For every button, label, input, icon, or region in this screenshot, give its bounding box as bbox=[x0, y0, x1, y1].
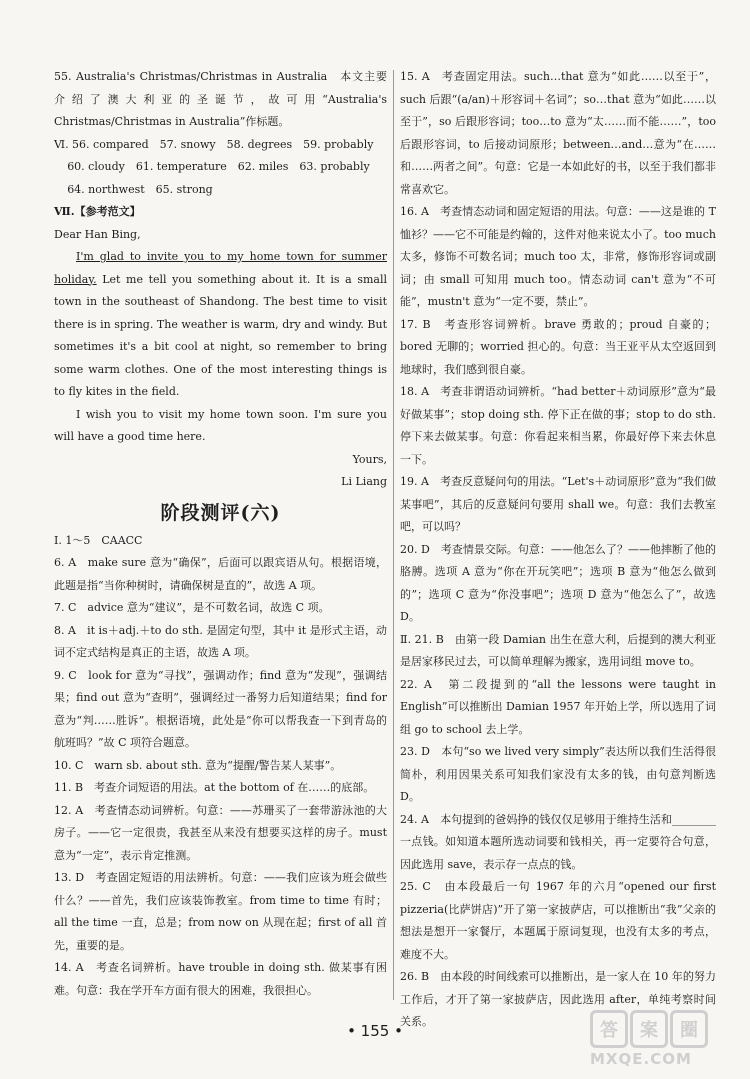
letter-paragraph bbox=[54, 246, 387, 404]
watermark-char: 圈 bbox=[670, 1010, 708, 1048]
answer-line: Ⅵ. 56. compared 57. snowy 58. degrees 59. probably bbox=[54, 137, 374, 151]
watermark-char: 答 bbox=[590, 1010, 628, 1048]
watermark-char: 案 bbox=[630, 1010, 668, 1048]
answer-entry: 12. A 考查情态动词辨析。句意：——苏珊买了一套带游泳池的大房子。——它一定很贵，我甚至从来没有想要买这样的房子。must 意为“一定”，表示肯定推测。 bbox=[54, 803, 387, 862]
answer-entry: 8. A it is＋adj.＋to do sth. 是固定句型，其中 it 是形式主语，动词不定式结构是真正的主语，故选 A 项。 bbox=[54, 623, 387, 659]
watermark-logo bbox=[590, 1010, 740, 1070]
left-column bbox=[54, 66, 387, 1002]
answer-entry: 15. A 考查固定用法。such…that 意为“如此……以至于”，such 后跟“(a/an)＋形容词＋名词”；so…that 意为“如此……以至于”，so 后跟形容词；too…to 意为“太……而不能……”，too 后跟形容词，to 后接动词原形；between…and…意为“在……和……两者之间”。句意：它是一本如此好的书，以至于我们都非常喜欢它。 bbox=[400, 70, 716, 196]
answer-entry: 24. A 本句提到的爸妈挣的钱仅仅足够用于维持生活和________一点钱。如知道本题所选动词要和钱相关，再一定要符合句意，因此选用 save，表示存一点点的钱。 bbox=[400, 812, 716, 871]
answer-line: 64. northwest 65. strong bbox=[67, 182, 213, 196]
answer-entry: Ⅰ. 1～5 CAACC bbox=[54, 533, 143, 547]
watermark-url: MXQE.COM bbox=[590, 1050, 692, 1068]
sample-letter bbox=[54, 224, 387, 494]
letter-signature: Li Liang bbox=[341, 475, 387, 488]
answer-entry: 6. A make sure 意为“确保”，后面可以跟宾语从句。根据语境，此题是指“当你种树时，请确保树是直的”，故选 A 项。 bbox=[54, 556, 387, 592]
answer-list bbox=[54, 530, 387, 1003]
letter-salutation: Dear Han Bing, bbox=[54, 227, 141, 241]
answer-entry: 23. D 本句“so we lived very simply”表达所以我们生活得很简朴，利用因果关系可知我们家没有太多的钱，由句意判断选 D。 bbox=[400, 745, 716, 803]
letter-closing: Yours, bbox=[352, 452, 387, 466]
answer-entry: 17. B 考查形容词辨析。brave 勇敢的；proud 自豪的；bored 无聊的；worried 担心的。句意：当王亚平从太空返回到地球时，我们感到很自豪。 bbox=[400, 317, 716, 376]
right-column bbox=[400, 66, 716, 1034]
answer-entry: 20. D 考查情景交际。句意：——他怎么了？——他摔断了他的胳膊。选项 A 意为“你在开玩笑吧”；选项 B 意为“他怎么做到的”；选项 C 意为“你没事吧”；选项 D 意为“他怎么了”，故选 D。 bbox=[400, 542, 716, 623]
column-divider bbox=[393, 70, 394, 1000]
answer-entry: 25. C 由本段最后一句 1967 年的六月“opened our first pizzeria(比萨饼店)”开了第一家披萨店，可以推断出“我”父亲的想法是想开一家餐厅，本题属于原词复现，也没有太多的考点，难度不大。 bbox=[400, 880, 716, 961]
answer-entry: 18. A 考查非谓语动词辨析。“had better＋动词原形”意为“最好做某事”；stop doing sth. 停下正在做的事；stop to do sth. 停下来去做某事。句意：你看起来相当累，你最好停下来去休息一下。 bbox=[400, 385, 716, 466]
answer-entry: Ⅱ. 21. B 由第一段 Damian 出生在意大利，后提到的澳大利亚是居家移民过去，可以简单理解为搬家，选用词组 move to。 bbox=[400, 632, 716, 668]
letter-paragraph: I wish you to visit my home town soon. I'm sure you will have a good time here. bbox=[54, 407, 387, 443]
page-number: • 155 • bbox=[347, 1022, 403, 1040]
answer-entry: 7. C advice 意为“建议”，是不可数名词，故选 C 项。 bbox=[54, 601, 330, 614]
answer-entry: 22. A 第二段提到的“all the lessons were taught in English”可以推断出 Damian 1957 年开始上学，所以选用了词组 go to school 去上学。 bbox=[400, 677, 716, 736]
answer-entry: 16. A 考查情态动词和固定短语的用法。句意：——这是谁的 T 恤衫？——它不可能是约翰的，这件对他来说太小了。too much 太多，修饰不可数名词；much too 太，非常，修饰形容词或副词；由 small 可知用 much too。情态动词 can't 意为“不可能”，mustn't 意为“一定不要，禁止”。 bbox=[400, 205, 716, 308]
answer-entry: 19. A 考查反意疑问句的用法。“Let's＋动词原形”意为“我们做某事吧”，其后的反意疑问句要用 shall we。句意：我们去教室吧，可以吗？ bbox=[400, 475, 716, 533]
answer-line: 60. cloudy 61. temperature 62. miles 63. probably bbox=[67, 160, 370, 173]
answer-entry: 11. B 考查介词短语的用法。at the bottom of 在……的底部。 bbox=[54, 781, 375, 794]
section-vii-heading: Ⅶ.【参考范文】 bbox=[54, 205, 141, 218]
answer-entry: 26. B 由本段的时间线索可以推断出，是一家人在 10 年的努力工作后，才开了第一家披萨店，因此选用 after，单纯考察时间关系。 bbox=[400, 970, 716, 1028]
answer-entry: 14. A 考查名词辨析。have trouble in doing sth. 做某事有困难。句意：我在学开车方面有很大的困难，我很担心。 bbox=[54, 961, 387, 997]
answer-entry: 10. C warn sb. about sth. 意为“提醒/警告某人某事”。 bbox=[54, 758, 342, 772]
answer-entry: 9. C look for 意为“寻找”，强调动作；find 意为“发现”，强调结果；find out 意为“查明”，强调经过一番努力后知道结果；find for 意为“判……胜诉”。根据语境，此处是“你可以帮我查一下到青岛的航班吗？”故 C 项符合题意。 bbox=[54, 668, 387, 749]
answer-entry: 55. Australia's Christmas/Christmas in Australia 本文主要介绍了澳大利亚的圣诞节，故可用“Australia's Christmas/Christmas in Australia”作标题。 bbox=[54, 70, 387, 128]
answer-entry: 13. D 考查固定短语的用法辨析。句意：——我们应该为班会做些什么？——首先，我们应该装饰教室。from time to time 有时；all the time 一直，总是；from now on 从现在起；first of all 首先，重要的是。 bbox=[54, 871, 387, 952]
section-title: 阶段测评(六) bbox=[160, 501, 281, 524]
letter-text: Let me tell you something about it. It is a small town in the southeast of Shandong. The best time to visit there is in spring. The weather is warm, dry and windy. But sometimes it's a bit cool at night, so remember to bring some warm clothes. One of the most interesting things is to fly kites in the field. bbox=[54, 272, 387, 398]
underlined-sentence: I'm glad to invite you to my home town for summer holiday. bbox=[54, 250, 387, 286]
section-vi bbox=[54, 134, 387, 202]
